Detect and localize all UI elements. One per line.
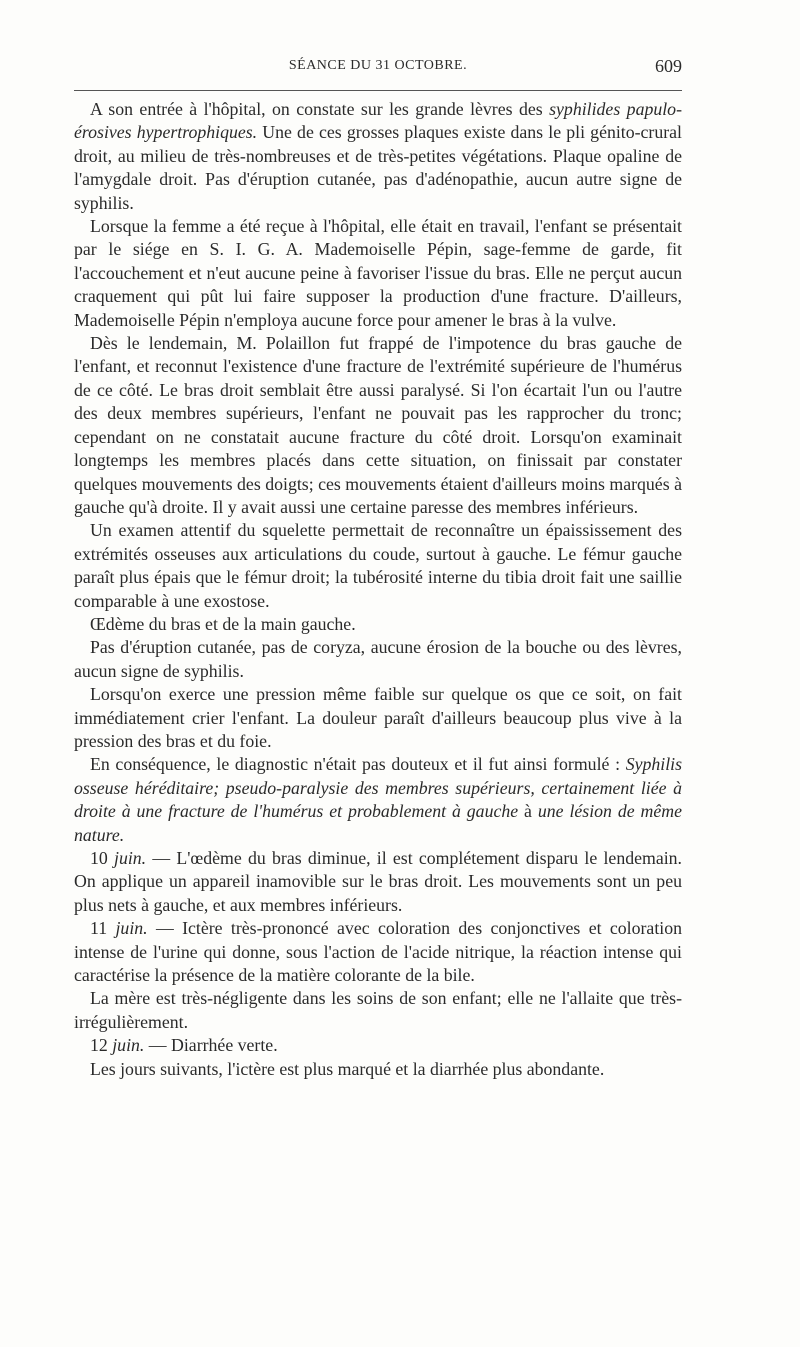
text-run: Lorsqu'on exerce une pression même faible sur quelque os que ce soit, on fait immédiatement crier l'enfant. La douleur paraît d'ailleurs beaucoup plus vive à la pression des bras et du foie. (74, 684, 682, 751)
text-run: Dès le lendemain, M. Polaillon fut frappé de l'impotence du bras gauche de l'enfant, et reconnut l'existence d'une fracture de l'extrémité supérieure de l'humérus de ce côté. Le bras droit semblait être aussi paralysé. Si l'on écartait l'un ou l'autre des deux membres supérieurs, l'enfant ne pouvait pas les rapprocher du tronc; cependant on ne constatait aucune fracture du côté droit. Lorsqu'on examinait longtemps les membres placés dans cette situation, on finissait par constater quelques mouvements des doigts; ces mouvements étaient d'ailleurs moins marqués à gauche qu'à droite. Il y avait aussi une certaine paresse des membres inférieurs. (74, 333, 682, 517)
paragraph (74, 1058, 682, 1081)
text-run: Lorsque la femme a été reçue à l'hôpital, elle était en travail, l'enfant se présentait par le siége en S. I. G. A. Mademoiselle Pépin, sage-femme de garde, fit l'accouchement et n'eut aucune peine à favoriser l'issue du bras. Elle ne perçut aucun craquement qui pût lui faire supposer la production d'une fracture. D'ailleurs, Mademoiselle Pépin n'employa aucune force pour amener le bras à la vulve. (74, 216, 682, 330)
page-number: 609 (655, 56, 682, 76)
paragraph (74, 917, 682, 987)
italic-run: juin. (112, 1035, 145, 1056)
paragraph (74, 98, 682, 215)
text-run: Un examen attentif du squelette permettait de reconnaître un épaississement des extrémités osseuses aux articulations du coude, surtout à gauche. Le fémur gauche paraît plus épais que le fémur droit; la tubérosité interne du tibia droit fait une saillie comparable à une exostose. (74, 520, 682, 611)
text-run: — Ictère très-prononcé avec coloration des conjonctives et coloration intense de l'urine qui donne, sous l'action de l'acide nitrique, la réaction intense qui caractérise la présence de la matière colorante de la bile. (74, 918, 682, 986)
text-run: A son entrée à l'hôpital, on constate sur les grande lèvres des (90, 99, 550, 119)
paragraph (74, 847, 682, 917)
page-header (74, 56, 682, 84)
paragraph (74, 215, 682, 332)
text-run: Une de ces grosses plaques existe dans le pli génito-crural droit, au milieu de très-nombreuses et de très-petites végétations. Plaque opaline de l'amygdale droit. Pas d'éruption cutanée, pas d'adénopathie, aucun autre signe de syphilis. (74, 122, 682, 213)
text-run: 11 (90, 918, 116, 939)
italic-run: juin. (115, 918, 148, 939)
text-run: Pas d'éruption cutanée, pas de coryza, aucune érosion de la bouche ou des lèvres, aucun signe de syphilis. (74, 637, 682, 681)
italic-run: Syphilis osseuse héréditaire; pseudo-paralysie des membres supérieurs, certainement liée à droite à une fracture de l'humérus et probablement à gauche (74, 754, 682, 822)
text-run: 12 (90, 1035, 113, 1056)
text-run: — L'œdème du bras diminue, il est complétement disparu le lendemain. On applique un appareil inamovible sur le bras droit. Les mouvements sont un peu plus nets à gauche, et aux membres inférieurs. (74, 848, 682, 915)
body-text (74, 98, 682, 1081)
running-head: SÉANCE DU 31 OCTOBRE. (288, 58, 468, 73)
paragraph (74, 519, 682, 613)
text-run: En conséquence, le diagnostic n'était pas douteux et il fut ainsi formulé : (90, 754, 626, 775)
paragraph (74, 636, 682, 683)
paragraph (74, 332, 682, 519)
header-rule (74, 90, 682, 91)
paragraph (74, 613, 682, 636)
paragraph (74, 753, 682, 847)
text-run: La mère est très-négligente dans les soins de son enfant; elle ne l'allaite que très-irrégulièrement. (74, 988, 682, 1032)
text-run: — Diarrhée verte. (144, 1035, 278, 1056)
text-run: Les jours suivants, l'ictère est plus marqué et la diarrhée plus abondante. (90, 1058, 605, 1079)
text-run: à (518, 801, 538, 822)
text-run: Œdème du bras et de la main gauche. (90, 613, 356, 634)
text-run: 10 (90, 848, 115, 868)
italic-run: une lésion de même nature. (74, 801, 682, 845)
paragraph (74, 987, 682, 1034)
italic-run: juin. (114, 848, 147, 868)
paragraph (74, 683, 682, 753)
paragraph (74, 1034, 682, 1057)
italic-run: syphilides papulo-érosives hypertrophiques. (74, 99, 682, 143)
